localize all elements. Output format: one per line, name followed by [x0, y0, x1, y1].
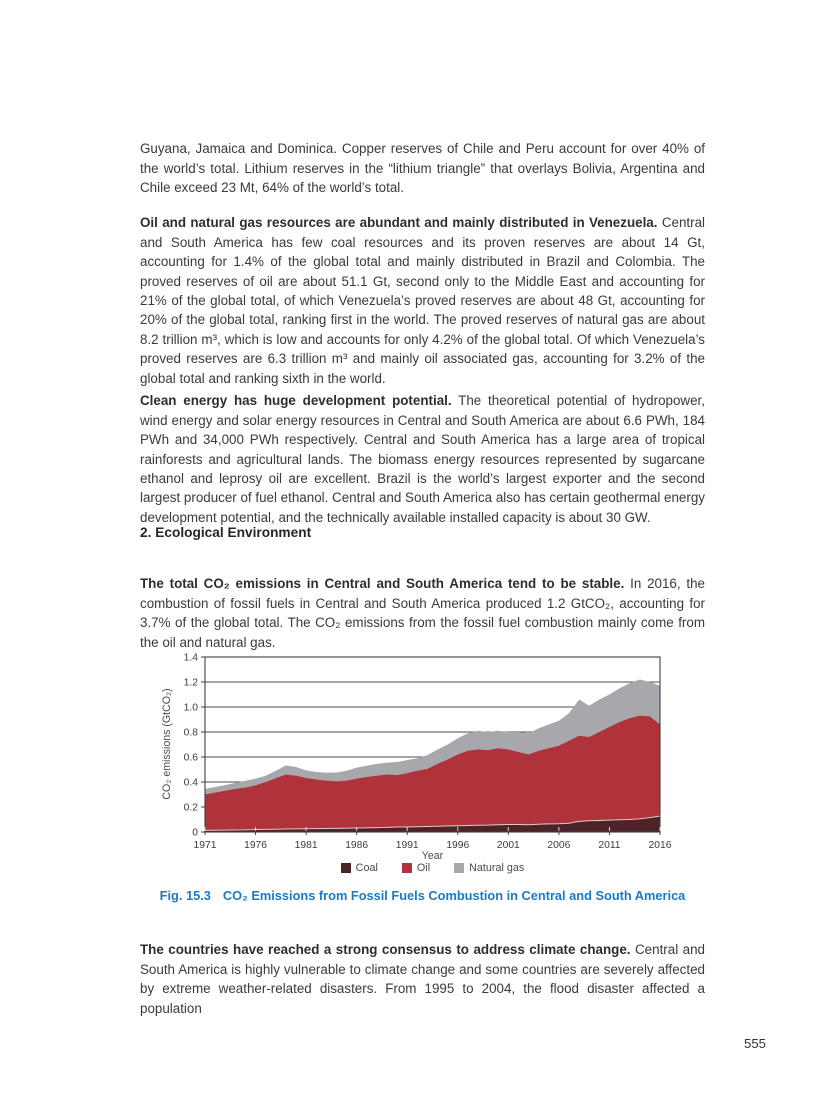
x-tick-label: 1976	[244, 840, 268, 851]
y-tick-label: 1.4	[183, 652, 198, 664]
legend-item-oil	[402, 862, 430, 874]
legend-swatch	[402, 863, 412, 873]
y-tick-label: 1.0	[183, 702, 198, 714]
x-tick-label: 1991	[395, 840, 419, 851]
x-tick-label: 1981	[294, 840, 318, 851]
legend-item-coal	[341, 862, 378, 874]
paragraph-climate-consensus	[140, 940, 705, 1018]
y-tick-label: 0.4	[183, 777, 198, 789]
legend-label: Coal	[355, 862, 378, 874]
paragraph-clean-energy	[140, 391, 705, 527]
y-tick-label: 0.8	[183, 727, 198, 739]
y-tick-label: 0.6	[183, 752, 198, 764]
legend-swatch	[454, 863, 464, 873]
figure-caption-label: Fig. 15.3	[159, 888, 211, 903]
x-tick-label: 2011	[598, 840, 621, 851]
paragraph-lead: The countries have reached a strong consensus to address climate change.	[140, 942, 631, 958]
figure-caption	[140, 888, 705, 904]
paragraph-co2-emissions	[140, 574, 705, 652]
legend-item-natural-gas	[454, 862, 524, 874]
chart-y-axis-label: CO₂ emissions (GtCO₂)	[161, 688, 173, 800]
x-tick-label: 2001	[496, 840, 520, 851]
paragraph-lead: Clean energy has huge development potential.	[140, 393, 452, 409]
paragraph-lead: Oil and natural gas resources are abundant and mainly distributed in Venezuela.	[140, 215, 658, 231]
figure-caption-text: CO₂ Emissions from Fossil Fuels Combustion in Central and South America	[222, 888, 686, 903]
legend-swatch	[341, 863, 351, 873]
paragraph-text: Central and South America has few coal resources and its proven reserves are about 14 Gt, accounting for 1.4% of the global total and mainly distributed in Brazil and Colombia. The proved reserves of oil are about 51.1 Gt, second only to the Middle East and accounting for 21% of the global total, of which Venezuela’s proved reserves are about 48 Gt, accounting for 20% of the global total, ranking first in the world. The proved reserves of natural gas are about 8.2 trillion m³, which is low and accounts for only 4.2% of the global total. Of which Venezuela’s proved reserves are 6.3 trillion m³ and mainly oil associated gas, accounting for 3.2% of the global total and ranking sixth in the world.	[140, 215, 706, 386]
chart-legend	[205, 862, 660, 874]
section-heading: 2. Ecological Environment	[140, 525, 312, 540]
x-tick-label: 1971	[193, 840, 217, 851]
paragraph-text: The theoretical potential of hydropower, wind energy and solar energy resources in Central and South America are about 6.6 PWh, 184 PWh and 34,000 PWh respectively. Central and South America has a large area of tropical rainforests and agricultural lands. The biomass energy resources represented by sugarcane ethanol and leprosy oil are excellent. Brazil is the world’s largest exporter and the second largest producer of fuel ethanol. Central and South America also has certain geothermal energy development potential, and the technically available installed capacity is about 30 GW.	[140, 393, 705, 525]
paragraph-oil-gas	[140, 213, 705, 388]
legend-label: Oil	[416, 862, 431, 874]
co2-emissions-stacked-area-chart	[169, 649, 674, 862]
x-tick-label: 2016	[648, 840, 672, 851]
y-tick-label: 0.2	[183, 802, 198, 814]
paragraph-text: In 2016, the combustion of fossil fuels in Central and South America produced 1.2 GtCO₂, accounting for 3.7% of the global total. The CO₂ emissions from the fossil fuel combustion mainly come from the oil and natural gas.	[140, 576, 706, 650]
paragraph-text: Central and South America is highly vulnerable to climate change and some countries are severely affected by extreme weather-related disasters. From 1995 to 2004, the flood disaster affected a population	[140, 942, 705, 1016]
page-number: 555	[743, 1036, 766, 1051]
paragraph-minerals	[140, 139, 705, 197]
x-tick-label: 1986	[345, 840, 369, 851]
chart-x-axis-label: Year	[421, 850, 444, 862]
paragraph-text: Guyana, Jamaica and Dominica. Copper reserves of Chile and Peru account for over 40% of the world’s total. Lithium reserves in the “lithium triangle” that overlays Bolivia, Argentina and Chile exceed 23 Mt, 64% of the world’s total.	[140, 141, 705, 196]
paragraph-lead: The total CO₂ emissions in Central and South America tend to be stable.	[140, 576, 625, 592]
y-tick-label: 0	[192, 827, 198, 839]
y-tick-label: 1.2	[183, 677, 198, 689]
x-tick-label: 2006	[547, 840, 571, 851]
legend-label: Natural gas	[469, 862, 525, 874]
x-tick-label: 1996	[446, 840, 470, 851]
